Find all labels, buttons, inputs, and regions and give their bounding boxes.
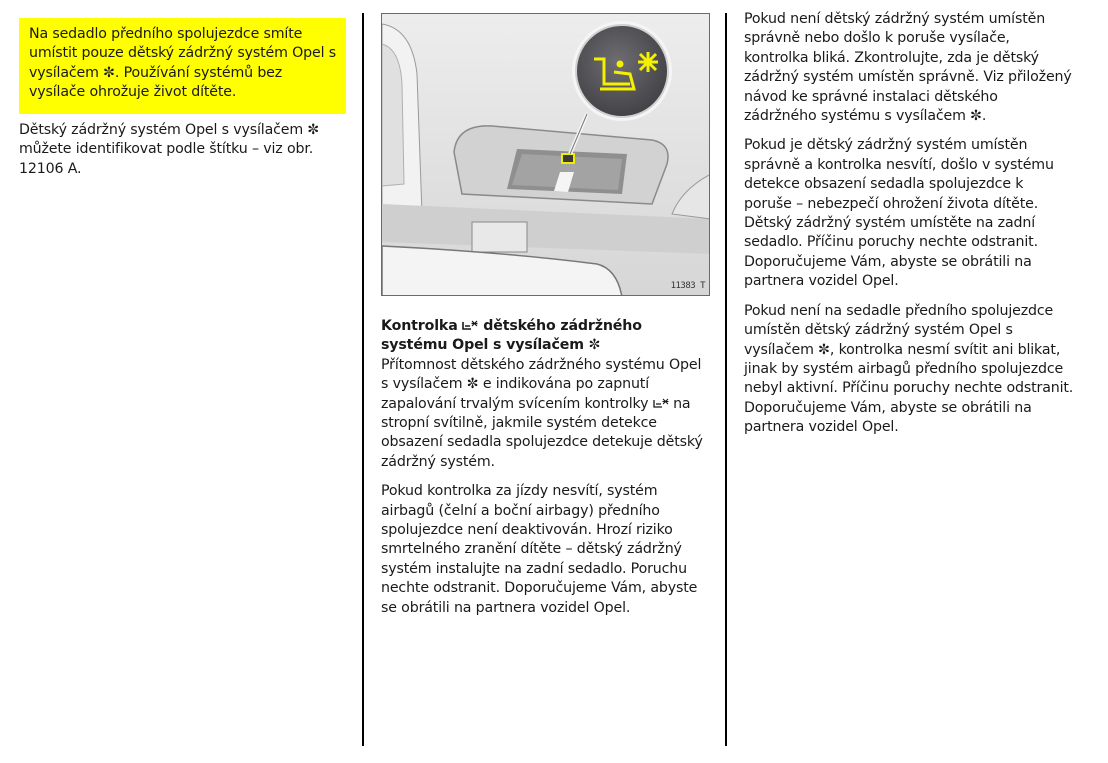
column-divider-right: [725, 13, 727, 746]
warning-box: [19, 18, 346, 114]
figure-number: 11383 T: [670, 281, 705, 291]
presence-text-1: Přítomnost dětského zádržného systému Opel s vysílačem ✼ e indikována po zapnutí zapalování trvalým svícením kontrolky: [381, 356, 702, 412]
section-heading: [381, 317, 711, 356]
column-divider-left: [362, 13, 364, 746]
warning-text: Na sedadlo předního spolujezdce smíte umístit pouze dětský zádržný systém Opel s vysílačem ✼. Používání systémů bez vysílače ohrožuje život dítěte.: [29, 26, 336, 101]
heading-part-1: Kontrolka: [381, 318, 458, 334]
ceiling-light-figure: [381, 13, 710, 296]
column-1: [19, 121, 349, 179]
driving-warning-paragraph: Pokud kontrolka za jízdy nesvítí, systém airbagů (čelní a boční airbagy) předního spolujezdce není deaktivován. Hrozí riziko smrtelného zranění dítěte – dětský zádržný systém instalujte na zadní sedadlo. Poruchu nechte odstranit. Doporučujeme Vám, abyste se obrátili na partnera vozidel Opel.: [381, 483, 698, 616]
presence-text-2: na stropní svítilně, jakmile systém detekce obsazení sedadla spolujezdce detekuje dětský zádržný systém.: [381, 395, 703, 470]
indicator-location-marker: [562, 154, 574, 163]
presence-paragraph: [381, 356, 711, 472]
indicator-magnifier: [576, 25, 668, 117]
blinking-paragraph: Pokud není dětský zádržný systém umístěn správně nebo došlo k poruše vysílače, kontrolka bliká. Zkontrolujte, zda je dětský zádržný systém umístěn správně. Viz přiložený návod ke správné instalaci dětského zádržného systému s vysílačem ✼.: [744, 11, 1072, 125]
no-seat-paragraph: Pokud není na sedadle předního spolujezdce umístěn dětský zádržný systém Opel s vysílačem ✼, kontrolka nesmí svítit ani blikat, jinak by systém airbagů předního spolujezdce nebyl aktivní. Příčinu poruchy nechte odstranit. Doporučujeme Vám, abyste se obrátili na partnera vozidel Opel.: [744, 302, 1074, 436]
heading-part-2: dětského zádržného systému Opel s vysílačem ✼: [381, 318, 642, 354]
fault-paragraph: Pokud je dětský zádržný systém umístěn správně a kontrolka nesvítí, došlo v systému detekce obsazení sedadla spolujezdce k poruše – nebezpečí ohrožení života dítěte. Dětský zádržný systém umístěte na zadní sedadlo. Příčinu poruchy nechte odstranit. Doporučujeme Vám, abyste se obrátili na partnera vozidel Opel.: [744, 137, 1054, 290]
column-2: [381, 317, 711, 618]
child-seat-off-icon: [462, 320, 478, 331]
child-seat-off-icon: [653, 398, 669, 409]
ceiling-light-illustration: [382, 14, 710, 296]
identification-paragraph: Dětský zádržný systém Opel s vysílačem ✼ můžete identifikovat podle štítku – viz obr. 12106 A.: [19, 122, 320, 177]
column-3: [744, 10, 1074, 438]
